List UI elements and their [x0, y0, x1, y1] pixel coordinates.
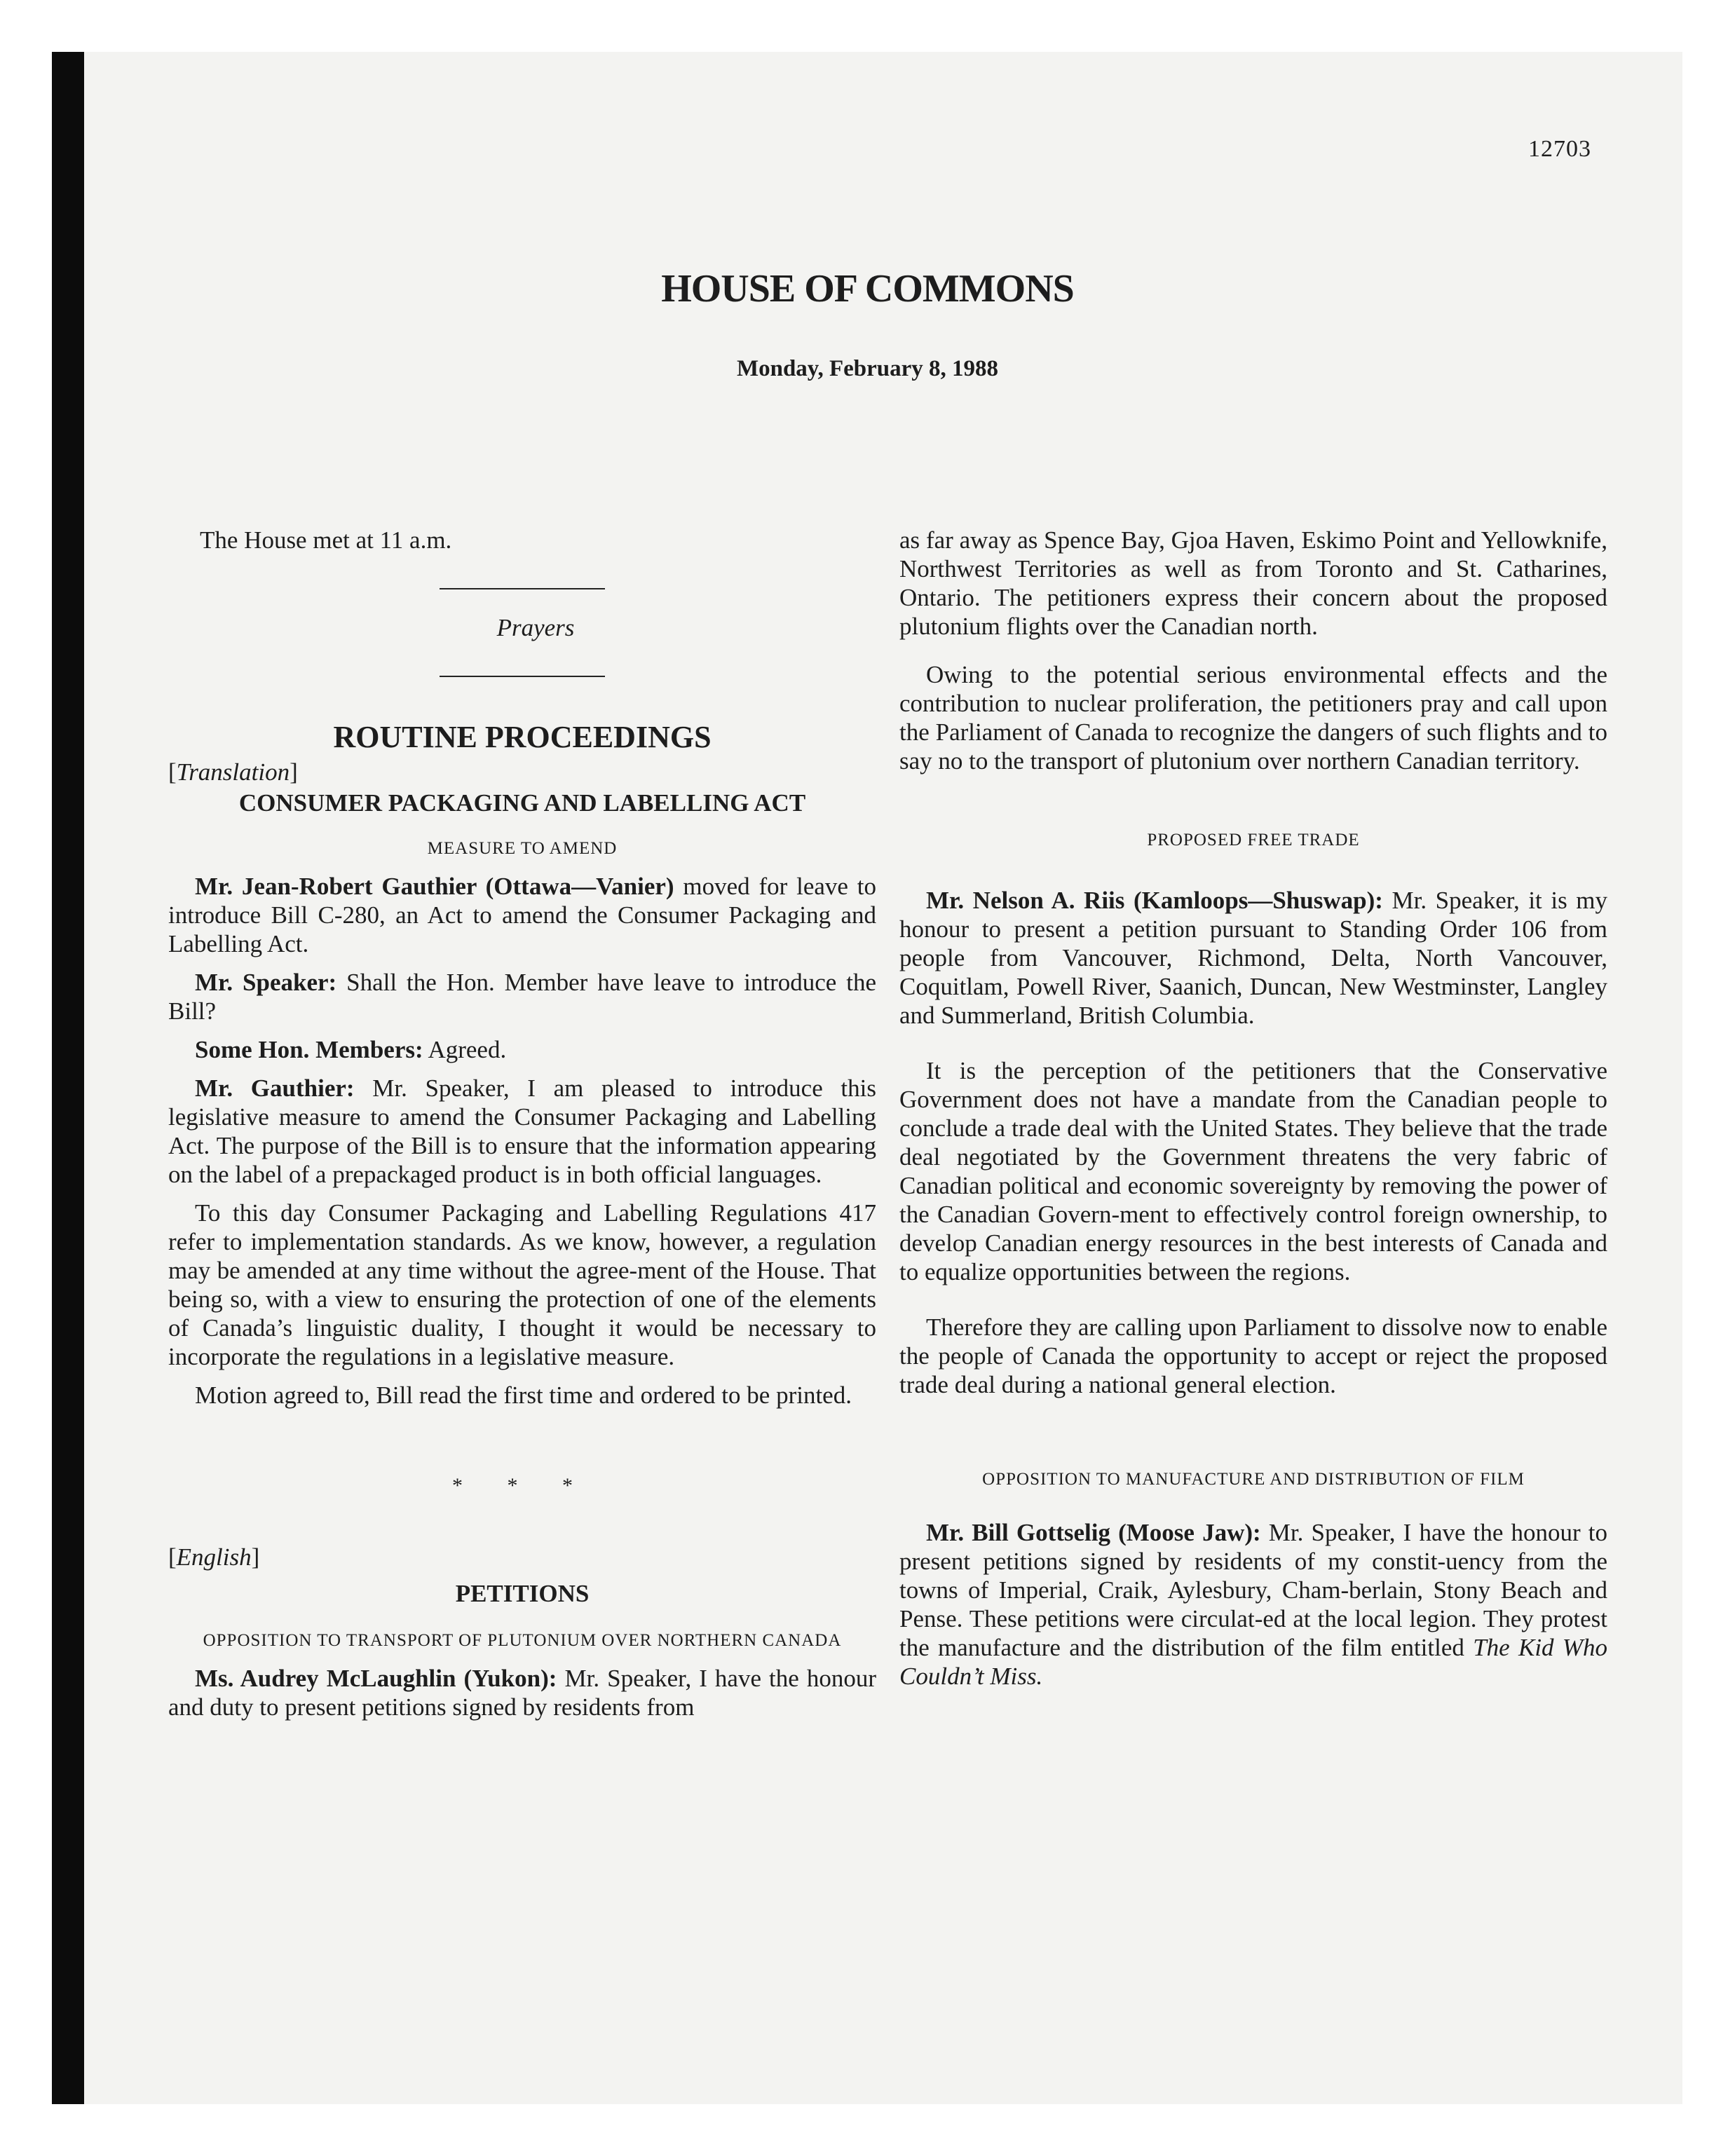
act-heading: CONSUMER PACKAGING AND LABELLING ACT [238, 789, 806, 817]
page-title: HOUSE OF COMMONS [661, 267, 1074, 311]
section-separator: * * * [452, 1474, 592, 1497]
paragraph: Therefore they are calling upon Parliament to dissolve now to enable the people of Canada the opportunity to accept or reject the proposed trade deal during a national general election. [899, 1314, 1607, 1398]
section-heading-routine: ROUTINE PROCEEDINGS [333, 720, 712, 754]
paragraph: as far away as Spence Bay, Gjoa Haven, Eskimo Point and Yellowknife, Northwest Territories as well as from Toronto and St. Catharines, Ontario. The petitioners express their concern about the proposed plutonium flights over the Canadian north. [899, 526, 1607, 640]
paragraph: To this day Consumer Packaging and Labelling Regulations 417 refer to implementation standards. As we know, however, a regulation may be amended at any time without the agree-ment of the House. That being so, with a view to ensuring the protection of one of the elements of Canada’s linguistic duality, I thought it would be necessary to incorporate the regulations in a legislative measure. [168, 1199, 876, 1370]
speaker-name: Mr. Jean-Robert Gauthier (Ottawa—Vanier) [195, 873, 674, 900]
paragraph: Mr. Nelson A. Riis (Kamloops—Shuswap): Mr. Speaker, it is my honour to present a petition pursuant to Standing Order 106 from people from Vancouver, Richmond, Delta, North Vancouver, Coquitlam, Powell River, Saanich, Duncan, New Westminster, Langley and Summerland, British Columbia. [899, 887, 1607, 1029]
speaker-name: Mr. Speaker: [195, 969, 337, 996]
subheading-free-trade: PROPOSED FREE TRADE [1147, 831, 1360, 850]
prayers-heading: Prayers [496, 614, 575, 641]
paragraph: Mr. Speaker: Shall the Hon. Member have leave to introduce the Bill? [168, 969, 876, 1025]
sitting-time: The House met at 11 a.m. [200, 526, 452, 554]
subheading-plutonium: OPPOSITION TO TRANSPORT OF PLUTONIUM OVER NORTHERN CANADA [203, 1631, 842, 1650]
paragraph: It is the perception of the petitioners that the Conservative Government does not have a mandate from the Canadian people to conclude a trade deal with the United States. They believe that the trade deal negotiated by the Government threatens the very fabric of Canadian political and economic sovereignty by removing the power of the Canadian Govern-ment to effectively control foreign ownership, to develop Canadian energy resources in the best interests of Canada and to equalize opportunities between the regions. [899, 1057, 1607, 1285]
sitting-date: Monday, February 8, 1988 [736, 356, 999, 381]
language-tag-translation: [Translation] [168, 758, 298, 786]
right-column [899, 526, 1607, 1700]
paragraph: Motion agreed to, Bill read the first time and ordered to be printed. [195, 1381, 852, 1409]
paragraph: Ms. Audrey McLaughlin (Yukon): Mr. Speaker, I have the honour and duty to present petitions signed by residents from [168, 1665, 876, 1721]
divider-rule [440, 588, 605, 589]
speaker-name: Mr. Bill Gottselig (Moose Jaw): [926, 1519, 1261, 1546]
paragraph: Mr. Gauthier: Mr. Speaker, I am pleased to introduce this legislative measure to amend the Consumer Packaging and Labelling Act. The purpose of the Bill is to ensure that the information appearing on the label of a prepackaged product is in both official languages. [168, 1074, 876, 1188]
left-column [168, 526, 876, 1731]
film-title: The Kid Who Couldn’t Miss. [899, 1634, 1607, 1690]
subheading-measure: MEASURE TO AMEND [427, 839, 618, 858]
speaker-name: Ms. Audrey McLaughlin (Yukon): [195, 1665, 557, 1692]
paragraph: Mr. Jean-Robert Gauthier (Ottawa—Vanier) moved for leave to introduce Bill C-280, an Act to amend the Consumer Packaging and Labelling Act. [168, 873, 876, 957]
speaker-name: Mr. Gauthier: [195, 1074, 355, 1102]
paragraph: Owing to the potential serious environmental effects and the contribution to nuclear proliferation, the petitioners pray and call upon the Parliament of Canada to recognize the dangers of such flights and to say no to the transport of plutonium over northern Canadian territory. [899, 661, 1607, 775]
section-heading-petitions: PETITIONS [455, 1580, 590, 1607]
paragraph: Some Hon. Members: Agreed. [195, 1036, 507, 1063]
paragraph: Mr. Bill Gottselig (Moose Jaw): Mr. Speaker, I have the honour to present petitions signed by residents of my constit-uency from the towns of Imperial, Craik, Aylesbury, Cham-berlain, Stony Beach and Pense. These petitions were circulat-ed at the local legion. They protest the manufacture and the distribution of the film entitled The Kid Who Couldn’t Miss. [899, 1519, 1607, 1690]
speaker-name: Mr. Nelson A. Riis (Kamloops—Shuswap): [926, 887, 1383, 914]
divider-rule [440, 676, 605, 677]
speaker-name: Some Hon. Members: [195, 1036, 423, 1063]
language-tag-english: [English] [168, 1543, 260, 1571]
page-number: 12703 [1528, 136, 1591, 162]
subheading-film: OPPOSITION TO MANUFACTURE AND DISTRIBUTION OF FILM [982, 1470, 1525, 1489]
